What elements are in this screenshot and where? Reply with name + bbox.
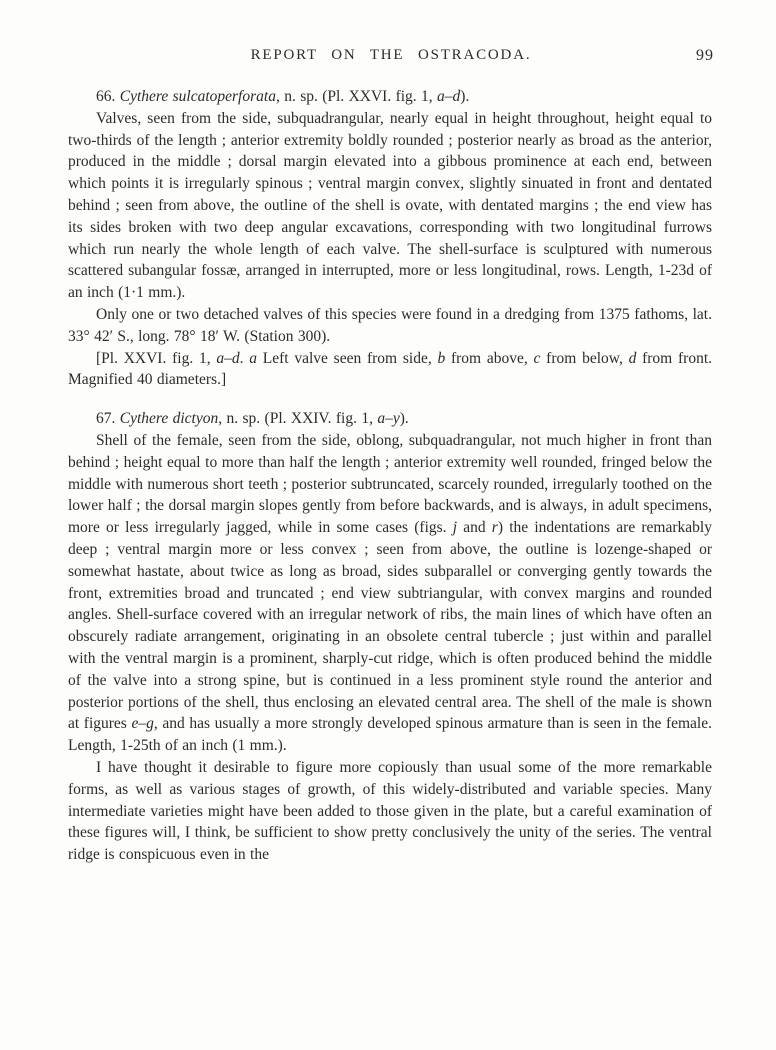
paragraph-description-67: Shell of the female, seen from the side, oblong, subquadrangular, not much higher in front than behind ; height equal to more than half the length ; anterior extremity well rounded, fringed below the middle with numerous short teeth ; posterior subtruncated, scarcely rounded, irregularly toothed on the lower half ; the dorsal margin slopes gently from before backwards, and is always, in adult specimens, more or less irregularly jagged, while in some cases (figs. j and r) the indentations are remarkably deep ; ventral margin more or less convex ; seen from above, the outline is lozenge-shaped or somewhat hastate, about twice as long as broad, sides subparallel or converging gently towards the front, extremities broad and truncated ; end view subtriangular, with convex margins and rounded angles. Shell-surface covered with an irregular network of ribs, the main lines of which have often an obscurely radiate arrangement, originating in an obsolete central tubercle ; just within and parallel with the ventral margin is a prominent, sharply-cut ridge, which is often produced behind the middle of the valve into a strong spine, but is continued in a less prominent style round the anterior and posterior portions of the shell, thus enclosing an elevated central area. The shell of the male is shown at figures e–g, and has usually a more strongly developed spinous armature than is seen in the female. Length, 1-25th of an inch (1 mm.). <box>68 431 712 755</box>
text-body <box>68 86 712 866</box>
page-header <box>68 47 714 69</box>
paragraph-occurrence-66: Only one or two detached valves of this species were found in a dredging from 1375 fathoms, lat. 33° 42′ S., long. 78° 18′ W. (Station 300). <box>68 305 712 345</box>
page-number: 99 <box>696 47 714 64</box>
paragraph-remarks-67: I have thought it desirable to figure more copiously than usual some of the more remarkable forms, as well as various stages of growth, of this widely-distributed and variable species. Many intermediate varieties might have been added to those given in the plate, but a careful examination of these figures will, I think, be sufficient to show pretty conclusively the unity of the series. The ventral ridge is conspicuous even in the <box>68 758 712 864</box>
species-heading-66: 66. Cythere sulcatoperforata, n. sp. (Pl. XXVI. fig. 1, a–d). <box>96 88 470 105</box>
running-title: REPORT ON THE OSTRACODA. <box>250 47 532 63</box>
species-heading-67: 67. Cythere dictyon, n. sp. (Pl. XXIV. fig. 1, a–y). <box>96 410 409 428</box>
paragraph-plate-note-66: [Pl. XXVI. fig. 1, a–d. a Left valve seen from side, b from above, c from below, d from front. Magnified 40 diameters.] <box>68 349 713 389</box>
paragraph-description-66: Valves, seen from the side, subquadrangular, nearly equal in height throughout, height equal to two-thirds of the length ; anterior extremity boldly rounded ; posterior nearly as broad as the anterior, produced in the middle ; dorsal margin elevated into a gibbous prominence at each end, between which points it is irregularly spinous ; ventral margin convex, slightly sinuated in front and dentated behind ; seen from above, the outline of the shell is ovate, with dentated margins ; the end view has its sides broken with two deep angular excavations, corresponding with two longitudinal furrows which run nearly the whole length of each valve. The shell-surface is sculptured with numerous scattered subangular fossæ, arranged in interrupted, more or less longitudinal, rows. Length, 1-23d of an inch (1·1 mm.). <box>68 109 712 302</box>
